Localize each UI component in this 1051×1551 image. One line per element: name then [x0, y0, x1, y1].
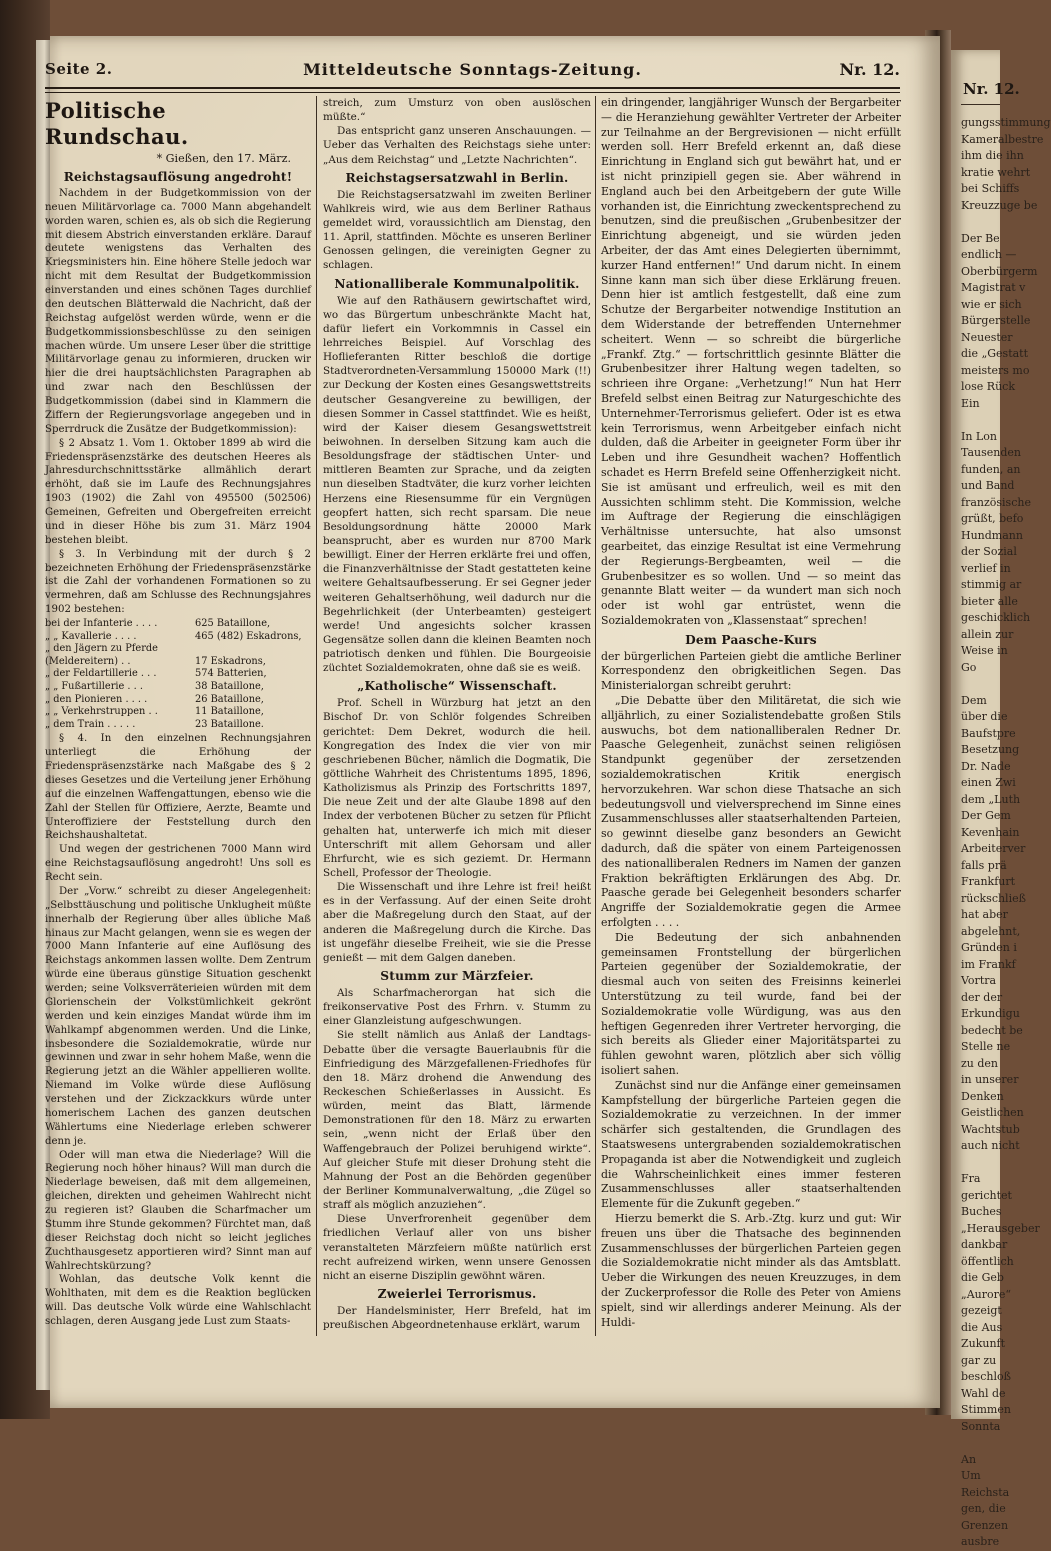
next-page-line — [961, 1435, 1000, 1452]
next-page-line: Der Be — [961, 231, 1000, 245]
article-paragraph: Und wegen der gestrichenen 7000 Mann wird eine Reichstagsauflösung angedroht! Uns soll es Recht sein. — [45, 844, 311, 884]
next-page-line — [961, 214, 1000, 231]
article-heading: Stumm zur Märzfeier. — [380, 969, 534, 984]
next-page-line: die Aus — [961, 1320, 1003, 1334]
next-page-line: Zukunft — [961, 1337, 1006, 1350]
table-cell-value: 23 Bataillone. — [195, 718, 264, 730]
article-paragraph: § 3. In Verbindung mit der durch § 2 bezeichneten Erhöhung der Friedenspräsenzstärke ist die Zahl der vorhandenen Formationen so zu vermehren, daß am Schlusse des Rechnungsjahres 1902 bestehen: — [45, 548, 311, 616]
next-page-line: Kevenhain — [961, 825, 1020, 839]
next-page-line: Tausenden — [961, 446, 1022, 459]
table-cell-value: 26 Bataillone, — [195, 693, 264, 705]
next-page-line: Vortra — [961, 974, 997, 987]
page-header — [45, 60, 900, 84]
newspaper-title: Mitteldeutsche Sonntags-Zeitung. — [303, 60, 642, 79]
article-heading: Dem Paasche-Kurs — [685, 632, 817, 647]
article-heading: Reichstagsersatzwahl in Berlin. — [345, 170, 569, 185]
next-page-line: „Aurore“ — [961, 1287, 1011, 1301]
next-page-line — [961, 676, 1000, 693]
next-page-line: Wahl de — [961, 1386, 1006, 1400]
next-page-line: dem „Luth — [961, 792, 1021, 806]
table-row — [45, 631, 311, 644]
table-cell-unit: „ „ Verkehrstruppen . . — [45, 706, 158, 718]
next-page-line: „Herausgeber — [961, 1221, 1040, 1235]
next-page-line: gar zu — [961, 1353, 997, 1367]
next-page-line: über die — [961, 710, 1008, 723]
next-page-line: Grenzen — [961, 1518, 1009, 1532]
article-paragraph: Prof. Schell in Würzburg hat jetzt an den Bischof Dr. von Schlör folgendes Schreiben gerichtet: Dem Dekret, wodurch die heil. Kongregation des Index die vier von mir geschriebenen Bücher, nämlich die Dogmatik, Die göttliche Wahrheit des Christentums 1895, 1896, Katholizismus als Prinzip des Fortschritts 1897, Die neue Zeit und der alte Glaube 1898 auf den Index der verbotenen Bücher zu setzen für Pflicht gehalten hat, unterwerfe ich mich mit dieser Unterschrift mit allem Gehorsam und aller Ehrfurcht, wie es sich geziemt. Dr. Hermann Schell, Professor der Theologie. — [323, 697, 591, 880]
article-paragraph: Der Handelsminister, Herr Brefeld, hat im preußischen Abgeordnetenhause erklärt, warum — [323, 1304, 591, 1332]
next-page-line: Baufstpre — [961, 726, 1016, 740]
table-row — [45, 668, 311, 681]
article-paragraph: Hierzu bemerkt die S. Arb.-Ztg. kurz und gut: Wir freuen uns über die Thatsache des beginnenden Zusammenschlusses der bürgerlichen Parteien gegen die Sozialdemokratie nicht minder als das Amtsblatt. Ueber die Wirkungen des neuen Kreuzzuges, in dem der Zuckerprofessor die Rolle des Peter von Amiens spielt, sind wir allerdings anderer Meinung. Als der Huldi- — [601, 1211, 901, 1329]
table-row — [45, 618, 311, 631]
table-cell-value: 17 Eskadrons, — [195, 655, 266, 667]
next-page-line: Neuester — [961, 330, 1013, 344]
next-page-line: bieter alle — [961, 594, 1018, 608]
next-page-header: Nr. 12. — [963, 80, 1020, 98]
article-paragraph: Diese Unverfrorenheit gegenüber dem friedlichen Verlauf aller von uns bisher veranstalteten Märzfeiern müßte natürlich erst recht aufreizend wirken, wenn unsere Genossen nicht an eiserne Disziplin gewöhnt wären. — [323, 1213, 591, 1282]
table-cell-unit: (Meldereitern) . . — [45, 655, 131, 667]
next-page-line: dankbar — [961, 1238, 1008, 1251]
next-page-line: Wachtstub — [961, 1122, 1020, 1136]
article-heading: Zweierlei Terrorismus. — [377, 1286, 537, 1301]
next-page-line: falls prä — [961, 858, 1007, 872]
next-page-line: Denken — [961, 1089, 1004, 1103]
next-page-line — [961, 412, 1000, 429]
article-paragraph: Die Reichstagsersatzwahl im zweiten Berliner Wahlkreis wird, wie aus dem Berliner Rathaus gemeldet wird, voraussichtlich am Dienstag, den 11. April, stattfinden. Möchte es unseren Berliner Genossen gelingen, die vereinigten Gegner zu schlagen. — [323, 188, 591, 272]
article-heading: „Katholische“ Wissenschaft. — [357, 679, 557, 694]
next-page-line: französische — [961, 495, 1031, 509]
next-page-edge — [951, 50, 1051, 1548]
table-cell-value: 11 Bataillone, — [195, 706, 264, 718]
next-page-line: ausbre — [961, 1535, 1000, 1548]
article-paragraph: Zunächst sind nur die Anfänge einer gemeinsamen Kampfstellung der bürgerliche Parteien gegen die Sozialdemokratie zu verzeichnen. In der immer schärfer sich gestaltenden, die Grundlagen des Staatswesens untergrabenden sozialdemokratischen Propaganda ist aber die Notwendigkeit und zugleich die Wahrscheinlichkeit eines immer festeren Zusammenschlusses aller staatserhaltenden Elemente für die Zukunft gegeben.“ — [601, 1078, 901, 1211]
table-cell-unit: „ „ Kavallerie . . . . — [45, 630, 137, 642]
next-page-line: stimmig ar — [961, 578, 1022, 591]
article-paragraph: Wie auf den Rathäusern gewirtschaftet wird, wo das Bürgertum unbeschränkte Macht hat, dafür liefert ein Vorkommnis in Cassel ein lehrreiches Beispiel. Auf Vorschlag des Hoflieferanten Ritter beschloß die dortige Stadtverordneten-Versammlung 150000 Mark (!!) zur Deckung der Kosten eines Gesangswettstreits deutscher Gesangvereine zu bewilligen, der diesen Sommer in Cassel stattfindet. Wie es heißt, wird der Kaiser diesem Gesangswettstreit beiwohnen. In derselben Sitzung kam auch die Besoldungsfrage der städtischen Unter- und mittleren Beamten zur Sprache, und da zeigten nun dieselben Stadtväter, die kurz vorher leichten Herzens eine Riesensumme für ein Vergnügen geopfert hatten, sich recht sparsam. Die neue Besoldungsordnung hätte 20000 Mark beansprucht, aber es wurden nur 8700 Mark bewilligt. Einer der Herren erklärte frei und offen, die Finanzverhältnisse der Stadt gestatteten keine weitere Gehaltsaufbesserung. Er sei Gegner jeder weiteren Gehaltserhöhung, weil dadurch nur die Begehrlichkeit (der Unterbeamten) gesteigert werde! Und angesichts solcher krassen Gegensätze sollen dann die kleinen Beamten noch patriotisch denken und fühlen. Die Bourgeoisie züchtet Sozialdemokraten, ohne daß sie es weiß. — [323, 294, 591, 675]
next-page-line: Frankfurt — [961, 875, 1016, 888]
table-row — [45, 656, 311, 669]
next-page-line: die „Gestatt — [961, 347, 1029, 360]
article-paragraph: Als Scharfmacherorgan hat sich die freikonservative Post des Frhrn. v. Stumm zu einer Glanzleistung aufgeschwungen. — [323, 987, 591, 1028]
article-paragraph: § 2 Absatz 1. Vom 1. Oktober 1899 ab wird die Friedenspräsenzstärke des deutschen Heeres als Jahresdurchschnittsstärke allmählich derart erhöht, daß sie im Laufe des Rechnungsjahres 1903 (1902) die Zahl von 495500 (502506) Gemeinen, Gefreiten und Obergefreiten erreicht und in dieser Höhe bis zum 31. März 1904 bestehen bleibt. — [45, 437, 311, 546]
next-page-line: allein zur — [961, 627, 1014, 641]
column-3 — [601, 96, 901, 1336]
issue-number: Nr. 12. — [839, 60, 900, 79]
next-page-line: Hundmann — [961, 528, 1023, 542]
article-paragraph: Nachdem in der Budgetkommission von der neuen Militärvorlage ca. 7000 Mann abgehandelt worden waren, schien es, als ob sich die Regierung mit diesem Abstrich einverstanden erkläre. Darauf deutete wenigstens das Verhalten des Kriegsministers hin. Eine höhere Stelle jedoch war nicht mit dem Resultat der Budgetkommission einverstanden und eines schönen Tages durchlief den deutschen Blätterwald die Nachricht, daß der Reichstag aufgelöst werden würde, wenn er die Budgetkommissionsbeschlüsse zu den seinigen machen würde. Um unsere Leser über die strittige Militärvorlage genau zu informieren, drucken wir hier die drei hauptsächlichsten Paragraphen ab und zwar nach den Beschlüssen der Budgetkommission (dabei sind in Klammern die Ziffern der Regierungsvorlage angegeben und in Sperrdruck die Zusätze der Budgetkommission): — [45, 187, 311, 435]
next-page-line: auch nicht — [961, 1139, 1020, 1152]
article-paragraph: streich, zum Umsturz von oben auslöschen müßte.“ — [323, 97, 591, 124]
article-paragraph: ein dringender, langjähriger Wunsch der Bergarbeiter — die Heranziehung gewählter Vertreter der Arbeiter zur Teilnahme an der Bergrevisionen — nicht erfüllt werden soll. Herr Brefeld erkennt an, daß diese Einrichtung in England sich gut bewährt hat, und er ist nicht prinzipiell gegen sie. Aber während in England auch bei den Arbeitgebern der gute Wille vorhanden ist, die Einrichtung zweckentsprechend zu benutzen, sind die preußischen „Grubenbesitzer der Einrichtung abgeneigt, und sie würden jeden Arbeiter, der das Amt eines Delegierten übernimmt, kurzer Hand entfernen!“ Und darum nicht. In einem Sinne kann man sich über diese Erklärung freuen. Denn hier ist amtlich festgestellt, daß eine zum Schutze der Bergarbeiter notwendige Institution an dem Widerstande der betreffenden Unternehmer scheitert. Wenn — so schreibt die bürgerliche „Frankf. Ztg.“ — fortschrittlich gesinnte Blätter die Grubenbesitzer ihrer Haltung wegen tadelten, so schrieen ihre Organe: „Verhetzung!“ Nun hat Herr Brefeld selbst einen Beitrag zur Naturgeschichte des Unternehmer-Terrorismus geliefert. Oder ist es etwa kein Terrorismus, wenn Arbeitgeber einfach nicht dulden, daß die Arbeiter in geeigneter Form über ihr Leben und ihre Gesundheit wachen? Hoffentlich schadet es Herrn Brefeld seine Offenherzigkeit nicht. Sie ist amüsant und erfreulich, weil es mit den Aussichten schlimm steht. Die Kommission, welche im Auftrage der Regierung die einschlägigen Verhältnisse untersuchte, hat also umsonst gearbeitet, das einzige Resultat ist eine Vermehrung der Regierungs-Bergbeamten, weil — die Grubenbesitzer es so wollen. Und — so meint das genannte Blatt weiter — da wundert man sich noch oder ist wohl gar entrüstet, wenn die Sozialdemokraten von „Klassenstaat“ sprechen! — [601, 96, 901, 627]
next-page-line: gungsstimmung — [961, 116, 1051, 129]
next-page-line: endlich — — [961, 248, 1017, 261]
next-page-line: Buches — [961, 1205, 1002, 1218]
article-paragraph: Die Wissenschaft und ihre Lehre ist frei! heißt es in der Verfassung. Auf der einen Seite droht aber die Maßregelung durch den Staat, auf der anderen die Maßregelung durch die Kirche. Das ist ungefähr dieselbe Freiheit, wie sie die Presse genießt — mit dem Galgen daneben. — [323, 881, 591, 964]
next-page-line: rückschließ — [961, 891, 1026, 905]
article-heading: Reichstagsauflösung angedroht! — [63, 169, 293, 184]
next-page-line: Arbeiterver — [961, 842, 1026, 855]
next-page-line: der der — [961, 990, 1003, 1004]
next-page-line: Gründen i — [961, 941, 1017, 954]
page-number: Seite 2. — [45, 60, 113, 78]
next-page-line: In Lon — [961, 429, 997, 443]
next-page-line: verlief in — [961, 561, 1011, 575]
dateline: * Gießen, den 17. März. — [156, 152, 291, 165]
formation-table — [45, 618, 311, 731]
table-cell-unit: bei der Infanterie . . . . — [45, 618, 158, 629]
next-page-line: Der Gem — [961, 809, 1011, 822]
next-page-line: in unserer — [961, 1073, 1019, 1086]
next-page-line: Weise in — [961, 644, 1008, 657]
next-page-line: und Band — [961, 479, 1015, 492]
article-paragraph: Sie stellt nämlich aus Anlaß der Landtags-Debatte über die versagte Bauerlaubnis für die Einfriedigung des Märzgefallenen-Friedhofes für den 18. März drohend die Anwendung des Reckeschen Schießerlasses in Aussicht. Es würden, meint das Blatt, lärmende Demonstrationen für den 18. März zu erwarten sein, „wenn nicht der Erlaß über den Waffengebrauch der Polizei beruhigend wirkte“. Auf gleicher Stufe mit dieser Drohung steht die Mahnung der Post an die Behörden gegenüber der Berliner Kommunalverwaltung, „die Zügel so straff als möglich anzuziehen“. — [323, 1029, 591, 1212]
next-page-line: Um — [961, 1469, 981, 1482]
next-page-line: Go — [961, 660, 977, 674]
next-page-line: zu den — [961, 1056, 999, 1070]
table-cell-value: 38 Bataillone, — [195, 680, 264, 692]
next-page-line: Besetzung — [961, 743, 1020, 756]
table-row — [45, 681, 311, 694]
table-cell-unit: „ den Jägern zu Pferde — [45, 643, 158, 655]
table-cell-unit: „ „ Fußartillerie . . . — [45, 680, 143, 692]
next-page-line: Bürgerstelle — [961, 314, 1031, 327]
column-2 — [323, 96, 591, 1336]
next-page-line: einen Zwi — [961, 776, 1016, 789]
next-page-line: Stimmen — [961, 1403, 1011, 1416]
next-page-line: funden, an — [961, 462, 1021, 476]
column-rule — [316, 96, 317, 1336]
next-page-line: Stelle ne — [961, 1040, 1011, 1053]
next-page-line: kratie wehrt — [961, 165, 1031, 179]
table-cell-value: 625 Bataillone, — [195, 618, 271, 629]
next-page-line: Kameralbestre — [961, 132, 1044, 146]
next-page-line: hat aber — [961, 908, 1008, 921]
next-page-line: die Geb — [961, 1271, 1004, 1284]
article-paragraph: Oder will man etwa die Niederlage? Will die Regierung noch höher hinaus? Will man durch die Niederlage beweisen, daß mit dem allgemeinen, gleichen, direkten und geheimen Wahlrecht nicht zu regieren ist? Glauben die Scharfmacher um Stumm ihre Stunde gekommen? Fürchtet man, daß dieser Reichstag doch nicht so leicht jegliches Zuchthausgesetz apportieren wird? Sinnt man auf Wahlrechtskürzung? — [45, 1149, 311, 1272]
header-rule — [45, 87, 900, 93]
column-rule — [595, 96, 596, 1336]
next-page-line: öffentlich — [961, 1254, 1014, 1268]
next-page-line: wie er sich — [961, 297, 1022, 311]
article-paragraph: Das entspricht ganz unseren Anschauungen. — Ueber das Verhalten des Reichstags siehe unter: „Aus dem Reichstag“ und „Letzte Nachrichten“. — [323, 125, 591, 166]
article-paragraph: „Die Debatte über den Militäretat, die sich wie alljährlich, zu einer Sozialistendebatte großen Stils auswuchs, bot dem nationalliberalen Redner Dr. Paasche Gelegenheit, zunächst seinen religiösen Standpunkt gegenüber der zersetzenden sozialdemokratischen Kritik energisch hervorzukehren. War schon diese Thatsache an sich bedeutungsvoll und vielversprechend im Sinne eines Zusammenschlusses aller staatserhaltenden Parteien, so gewinnt dieselbe ganz besonders an Gewicht dadurch, daß die später von einem Parteigenossen des nationalliberalen Redners im Namen der ganzen Fraktion bekräftigten Erklärungen des Abg. Dr. Paasche gerade bei Gelegenheit besonders scharfer Angriffe der Sozialdemokratie gegen die Armee erfolgten . . . . — [601, 694, 901, 930]
next-page-line: gezeigt — [961, 1304, 1002, 1317]
table-row — [45, 706, 311, 719]
next-page-line: bei Schiffs — [961, 182, 1020, 195]
next-page-line: Sonnta — [961, 1419, 1001, 1433]
section-title: Politische Rundschau. — [45, 98, 189, 149]
next-page-line: meisters mo — [961, 363, 1030, 377]
next-page-line: abgelehnt, — [961, 924, 1021, 938]
table-row — [45, 719, 311, 732]
table-cell-unit: „ dem Train . . . . . — [45, 718, 136, 730]
table-row — [45, 694, 311, 707]
next-page-line: Reichsta — [961, 1485, 1010, 1499]
article-paragraph: Der „Vorw.“ schreibt zu dieser Angelegenheit: „Selbsttäuschung und politische Unklugheit müßte innerhalb der Regierung über alles übliche Maß hinaus zur Macht gelangen, wenn sie es wegen der 7000 Mann Infanterie auf eine Auflösung des Reichstags ankommen lassen wollte. Dem Zentrum würde eine überaus günstige Situation geschenkt werden; seine Volksverräterieien würden mit dem Glorienschein der Volkstümlichkeit gekrönt werden und kein einziges Mandat würde ihm im Wahlkampf abgenommen werden. Und die Linke, insbesondere die Sozialdemokratie, würde nur gewinnen und zwar in sehr hohem Maße, wenn die Regierung jetzt an die Wähler appellieren wollte. Niemand im Volke würde diese Auflösung verstehen und der Zickzackkurs würde unter homerischem Lachen des ganzen deutschen Wählertums eine Niederlage erleben schwerer denn je. — [45, 885, 311, 1147]
article-paragraph: Wohlan, das deutsche Volk kennt die Wohlthaten, mit dem es die Reaktion beglücken will. Das deutsche Volk würde eine Wahlschlacht schlagen, deren Ausgang jede Lust zum Staats- — [45, 1274, 311, 1328]
next-page-text — [951, 115, 1051, 1551]
table-cell-value: 574 Batterien, — [195, 668, 267, 680]
next-page-line: beschloß — [961, 1370, 1011, 1383]
next-page-line: An — [961, 1452, 977, 1466]
column-1 — [45, 96, 311, 1336]
next-page-line: Ein — [961, 396, 980, 410]
next-page-line: Dr. Nade — [961, 759, 1011, 773]
next-page-line: Geistlichen — [961, 1106, 1024, 1119]
next-page-line: Erkundigu — [961, 1007, 1020, 1020]
table-row — [45, 643, 311, 656]
next-page-line: grüßt, befo — [961, 512, 1024, 525]
next-page-line: Kreuzzuge be — [961, 198, 1038, 212]
article-heading: Nationalliberale Kommunalpolitik. — [334, 276, 580, 291]
table-cell-unit: „ der Feldartillerie . . . — [45, 668, 157, 680]
table-cell-unit: „ den Pionieren . . . . — [45, 693, 148, 705]
next-page-rule — [961, 104, 1000, 105]
next-page-line: ihm die ihn — [961, 149, 1024, 162]
next-page-line: bedecht be — [961, 1023, 1023, 1037]
article-paragraph: § 4. In den einzelnen Rechnungsjahren unterliegt die Erhöhung der Friedenspräsenzstärke nach Maßgabe des § 2 dieses Gesetzes und die Verteilung jener Erhöhung auf die einzelnen Waffengattungen, ebenso wie die Zahl der Stellen für Offiziere, Aerzte, Beamte und Unteroffiziere der Feststellung durch den Reichshaushaltetat. — [45, 733, 311, 842]
next-page-line: geschicklich — [961, 611, 1031, 624]
next-page-line: gerichtet — [961, 1188, 1012, 1202]
next-page-line: Fra — [961, 1172, 981, 1185]
table-cell-value — [195, 643, 311, 656]
next-page-line: im Frankf — [961, 957, 1016, 971]
next-page-line: der Sozial — [961, 545, 1017, 558]
next-page-line: lose Rück — [961, 380, 1015, 393]
next-page-line — [961, 1155, 1000, 1172]
article-paragraph: Die Bedeutung der sich anbahnenden gemeinsamen Frontstellung der bürgerlichen Parteien gegenüber der Sozialdemokratie, der diesmal auch von seiten des Freisinns keinerlei Unterstützung zu teil wurde, fand bei der Sozialdemokratie volle Würdigung, was aus den heftigen Gegenreden ihrer Vertreter hervorging, die sich bereits als Glieder einer Majoritätspartei zu fühlen gewohnt waren, plötzlich aber sich völlig isoliert sahen. — [601, 930, 901, 1077]
next-page-line: gen, die — [961, 1502, 1006, 1515]
next-page-line: Oberbürgerm — [961, 264, 1038, 278]
article-paragraph: der bürgerlichen Parteien giebt die amtliche Berliner Korrespondenz den obrigkeitlichen Segen. Das Ministerialorgan schreibt geruhrt: — [601, 649, 901, 693]
next-page-line: Magistrat v — [961, 281, 1026, 294]
table-cell-value: 465 (482) Eskadrons, — [195, 630, 302, 642]
next-page-line: Dem — [961, 693, 987, 707]
